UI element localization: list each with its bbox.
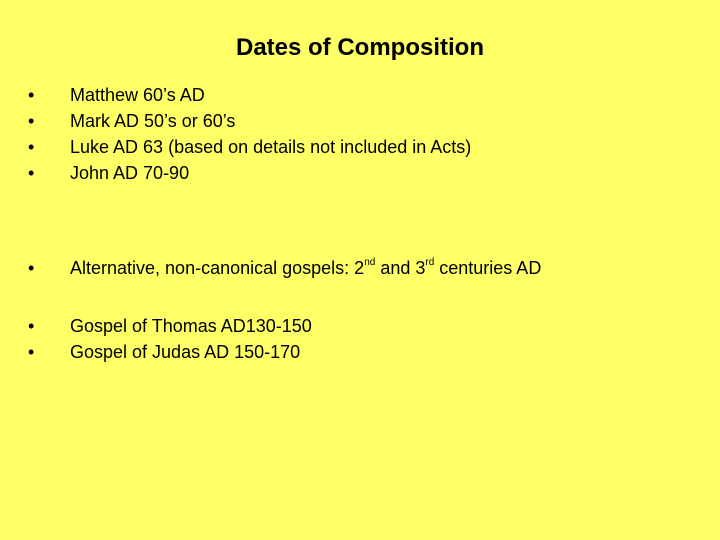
list-item-text: Matthew 60’s AD	[70, 85, 205, 105]
list-item-text: Mark AD 50’s or 60’s	[70, 111, 236, 131]
list-item-text: Luke AD 63 (based on details not included in Acts)	[70, 137, 472, 157]
list-item-text: John AD 70-90	[70, 163, 190, 183]
alternative-middle: and 3	[375, 258, 426, 278]
bullet-icon: •	[28, 85, 35, 105]
alternative-suffix: centuries AD	[434, 258, 542, 278]
list-item-text	[70, 255, 541, 281]
list-item-text: Gospel of Thomas AD130-150	[70, 316, 312, 336]
list-item-text: Gospel of Judas AD 150-170	[70, 342, 301, 362]
ordinal-suffix: rd	[425, 257, 435, 268]
bullet-icon: •	[28, 137, 35, 157]
bullet-icon: •	[28, 111, 35, 131]
ordinal-suffix: nd	[364, 257, 376, 268]
bullet-icon: •	[28, 258, 35, 278]
bullet-icon: •	[28, 163, 35, 183]
bullet-icon: •	[28, 316, 35, 336]
alternative-prefix: Alternative, non-canonical gospels: 2	[70, 258, 365, 278]
slide-title: Dates of Composition	[235, 34, 484, 61]
bullet-icon: •	[28, 342, 35, 362]
